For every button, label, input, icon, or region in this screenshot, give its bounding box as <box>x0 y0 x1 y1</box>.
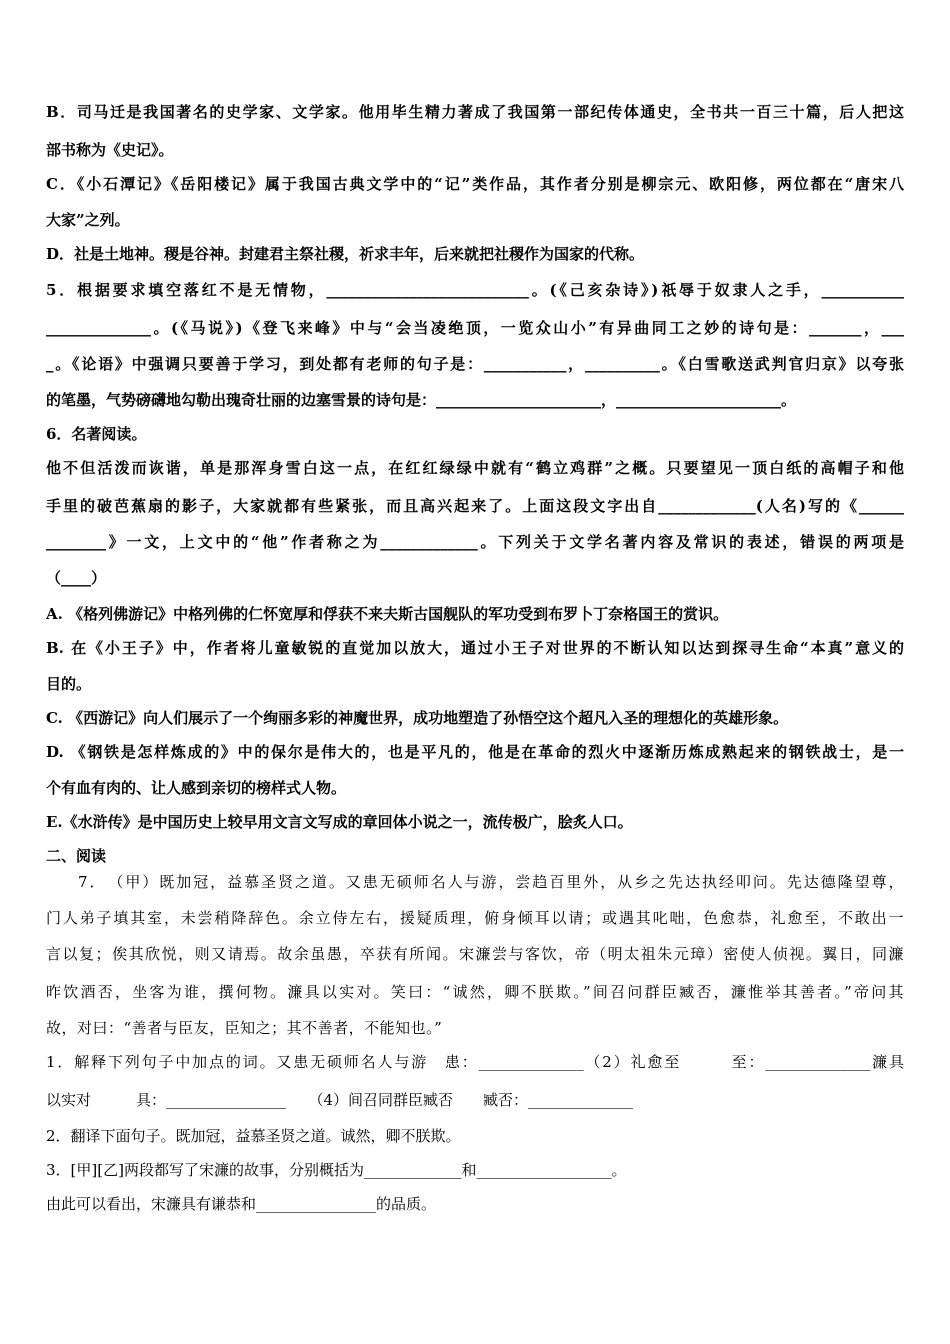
q6-option-d-line-1: D. 《钢铁是怎样炼成的》中的保尔是伟大的，也是平凡的，他是在革命的烈火中逐渐历炼成熟起来的钢铁战士，是一 <box>46 743 904 761</box>
q5-line-2: ______________。(《马说》)《登飞来峰》中与“会当凌绝顶，一览众山小”有异曲同工之妙的诗句是：_______，___ <box>46 319 904 337</box>
q7-passage-line-2: 门人弟子填其室，未尝稍降辞色。余立侍左右，援疑质理，俯身倾耳以请；或遇其叱咄，色愈恭，礼愈至，不敢出一 <box>46 909 904 927</box>
section-heading-reading: 二、阅读 <box>46 847 107 865</box>
q7-sub2: 2．翻译下面句子。既加冠，益慕圣贤之道。诚然，卿不朕欺。 <box>46 1127 461 1145</box>
q6-option-d-line-2: 个有血有肉的、让人感到亲切的榜样式人物。 <box>46 779 347 797</box>
q5-line-3: _。《论语》中强调只要善于学习，到处都有老师的句子是：___________，__________。《白雪歌送武判官归京》以夸张 <box>46 355 904 373</box>
q7-sub3-line-2: 由此可以看出，宋濂具有谦恭和________________的品质。 <box>46 1195 437 1213</box>
q7-sub1-line-1: 1．解释下列句子中加点的词。又患无硕师名人与游 患：______________（2）礼愈至 至：______________濂具 <box>46 1053 904 1071</box>
q7-passage-line-5: 故，对曰：“善者与臣友，臣知之；其不善者，不能知也。” <box>46 1019 443 1037</box>
option-b-line-1: B．司马迁是我国著名的史学家、文学家。他用毕生精力著成了我国第一部纪传体通史，全书共一百三十篇，后人把这 <box>46 103 904 121</box>
q6-answer-blank: （____） <box>46 569 107 587</box>
option-c-line-2: 大家”之列。 <box>46 211 130 229</box>
q6-option-a: A. 《格列佛游记》中格列佛的仁怀宽厚和俘获不来夫斯古国舰队的军功受到布罗卜丁奈格国王的赏识。 <box>46 605 729 623</box>
q5-line-1: 5．根据要求填空落红不是无情物，___________________________。(《己亥杂诗》)祇辱于奴隶人之手，___________ <box>46 281 904 299</box>
q7-passage-line-1: 7． （甲）既加冠，益慕圣贤之道。又患无硕师名人与游，尝趋百里外，从乡之先达执经叩问。先达德隆望尊， <box>78 873 904 891</box>
option-d-line: D．社是土地神。稷是谷神。封建君主祭社稷，祈求丰年，后来就把社稷作为国家的代称。 <box>46 245 645 263</box>
q6-passage-line-2: 手里的破芭蕉扇的影子，大家就都有些紧张，而且高兴起来了。上面这段文字出自_____________(人名)写的《______ <box>46 497 904 515</box>
option-b-line-2: 部书称为《史记》。 <box>46 141 174 159</box>
q5-line-4: 的笔墨，气势磅礴地勾勒出瑰奇壮丽的边塞雪景的诗句是：______________________，______________________。 <box>46 391 797 409</box>
q6-option-c: C. 《西游记》向人们展示了一个绚丽多彩的神魔世界，成功地塑造了孙悟空这个超凡入圣的理想化的英雄形象。 <box>46 709 789 727</box>
q6-option-e: E.《水浒传》是中国历史上较早用文言文写成的章回体小说之一，流传极广，脍炙人口。 <box>46 813 633 831</box>
q6-heading: 6．名著阅读。 <box>46 425 147 443</box>
q7-passage-line-4: 昨饮酒否，坐客为谁，撰何物。濂具以实对。笑曰：“诚然，卿不朕欺。”间召问群臣臧否，濂惟举其善者。”帝问其 <box>46 983 904 1001</box>
option-c-line-1: C．《小石潭记》《岳阳楼记》属于我国古典文学中的“记”类作品，其作者分别是柳宗元、欧阳修，两位都在“唐宋八 <box>46 175 904 193</box>
q6-option-b-line-1: B. 在《小王子》中，作者将儿童敏锐的直觉加以放大，通过小王子对世界的不断认知以达到探寻生命“本真”意义的 <box>46 639 904 657</box>
q7-passage-line-3: 言以复；俟其欣悦，则又请焉。故余虽愚，卒获有所闻。宋濂尝与客饮，帝（明太祖朱元璋）密使人侦视。翼日，同濂 <box>46 945 904 963</box>
q7-sub3-line-1: 3．[甲][乙]两段都写了宋濂的故事，分别概括为_____________和__________________。 <box>46 1161 627 1179</box>
q6-passage-line-3: ________》一文，上文中的“他”作者称之为_____________。下列关于文学名著内容及常识的表述，错误的两项是 <box>46 533 904 551</box>
q6-passage-line-1: 他不但活泼而诙谐，单是那浑身雪白这一点，在红红绿绿中就有“鹤立鸡群”之概。只要望见一顶白纸的高帽子和他 <box>46 459 904 477</box>
q6-option-b-line-2: 目的。 <box>46 675 92 693</box>
q7-sub1-line-2: 以实对 具：________________ （4）间召同群臣臧否 臧否：______________ <box>46 1091 634 1109</box>
